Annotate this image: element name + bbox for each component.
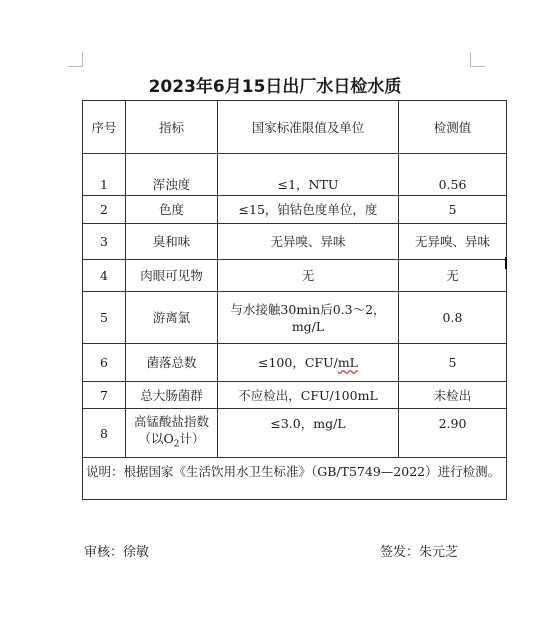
row-standard: ≤1，NTU [218, 154, 399, 196]
row-indicator: 总大肠菌群 [126, 382, 218, 409]
row-standard [218, 344, 399, 382]
row-value: 0.8 [399, 292, 507, 344]
row-serial: 3 [83, 224, 126, 260]
row-standard: 不应检出，CFU/100mL [218, 382, 399, 409]
table-note: 说明：根据国家《生活饮用水卫生标准》（GB/T5749—2022）进行检测。 [83, 458, 507, 500]
row-standard: 无 [218, 260, 399, 292]
row-value: 无 [399, 260, 507, 292]
row-serial: 7 [83, 382, 126, 409]
table-note-row [83, 458, 507, 500]
row-standard: ≤15，铂钴色度单位，度 [218, 196, 399, 224]
row-serial: 2 [83, 196, 126, 224]
text-cursor [505, 257, 507, 269]
header-serial: 序号 [83, 101, 126, 154]
indicator-subscript: 2 [173, 439, 180, 450]
row-value: 2.90 [399, 409, 507, 458]
row-value: 5 [399, 196, 507, 224]
row-indicator: 浑浊度 [126, 154, 218, 196]
row-value: 无异嗅、异味 [399, 224, 507, 260]
water-quality-table [82, 100, 507, 500]
table-row [83, 154, 507, 196]
table-row [83, 260, 507, 292]
issuer-signature: 签发：朱元芝 [380, 545, 459, 560]
table-row [83, 224, 507, 260]
document-title: 2023年6月15日出厂水日检水质 [148, 77, 402, 97]
row-value: 0.56 [399, 154, 507, 196]
page-corner-mark-top-right [470, 52, 485, 67]
reviewer-signature: 审核：徐敏 [84, 545, 150, 560]
spellcheck-underlined-unit: mL [337, 355, 358, 370]
table-header-row [83, 101, 507, 154]
row-value: 未检出 [399, 382, 507, 409]
indicator-text: 计） [179, 430, 205, 446]
row-indicator: 菌落总数 [126, 344, 218, 382]
row-standard: 与水接触30min后0.3～2，mg/L [218, 292, 399, 344]
table-row [83, 382, 507, 409]
row-serial: 4 [83, 260, 126, 292]
table-row [83, 196, 507, 224]
row-serial: 1 [83, 154, 126, 196]
row-indicator: 臭和味 [126, 224, 218, 260]
row-serial: 6 [83, 344, 126, 382]
table-row [83, 292, 507, 344]
indicator-text: （以O [138, 430, 174, 446]
row-serial: 5 [83, 292, 126, 344]
header-value: 检测值 [399, 101, 507, 154]
row-indicator: 肉眼可见物 [126, 260, 218, 292]
row-serial: 8 [83, 409, 126, 458]
indicator-line: 高锰酸盐指数 [133, 413, 209, 429]
row-indicator [126, 409, 218, 458]
table-row [83, 344, 507, 382]
page-corner-mark-top-left [68, 52, 83, 67]
row-standard: ≤3.0，mg/L [218, 409, 399, 458]
indicator-line [129, 430, 214, 454]
header-indicator: 指标 [126, 101, 218, 154]
standard-text: ≤100，CFU/ [258, 355, 338, 370]
table-row [83, 409, 507, 458]
row-standard: 无异嗅、异味 [218, 224, 399, 260]
row-indicator: 色度 [126, 196, 218, 224]
row-value: 5 [399, 344, 507, 382]
row-indicator: 游离氯 [126, 292, 218, 344]
header-standard: 国家标准限值及单位 [218, 101, 399, 154]
